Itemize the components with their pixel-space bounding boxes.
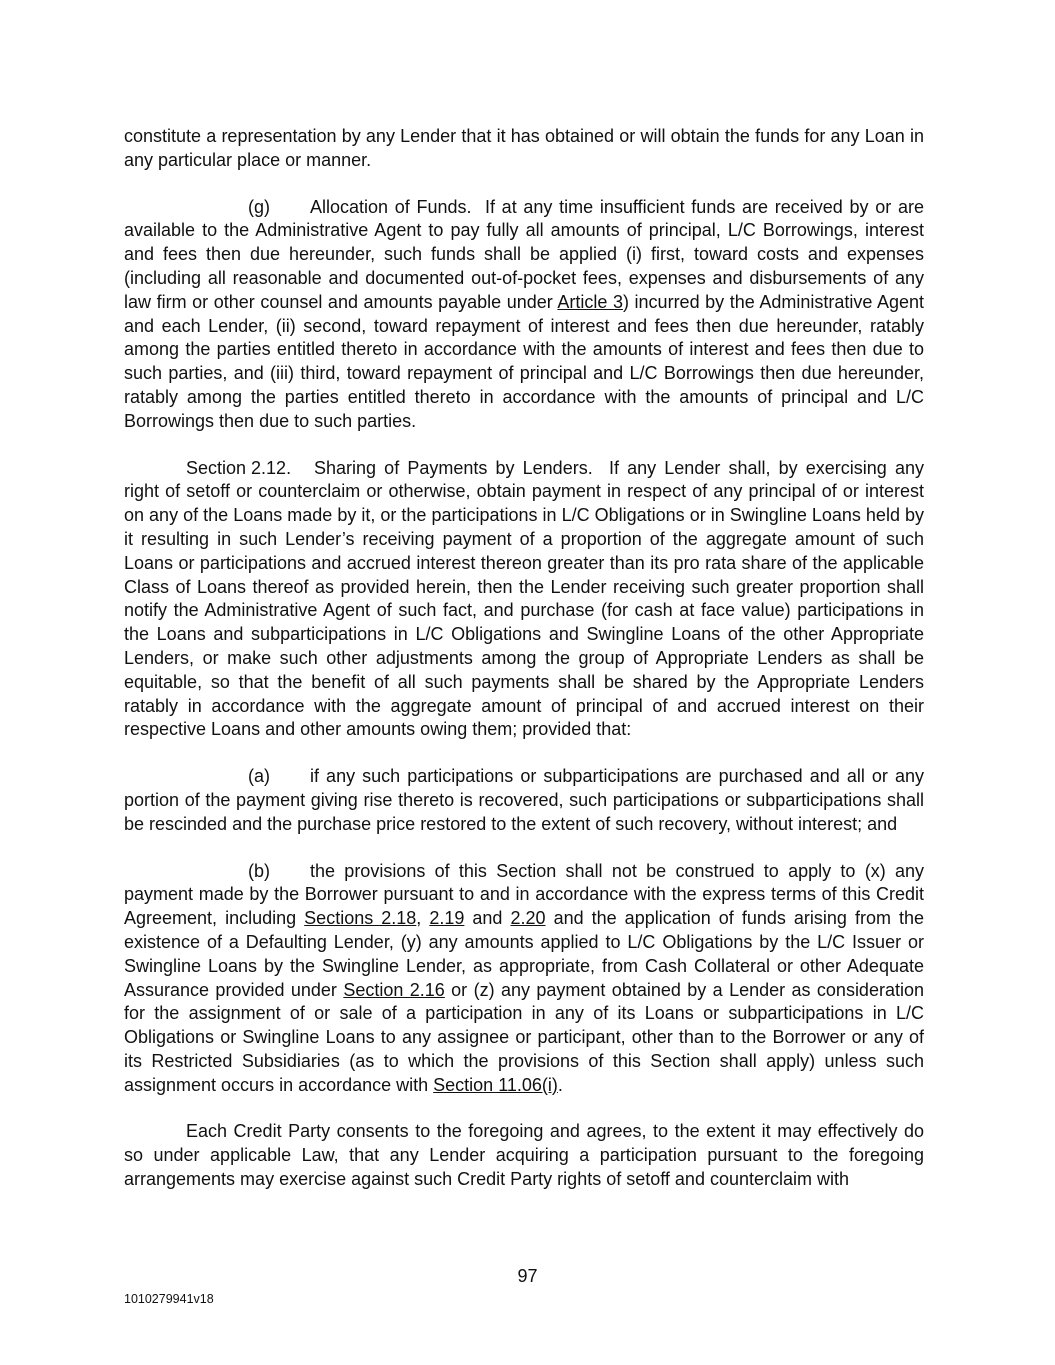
section-number: Section 2.12. (186, 457, 292, 478)
clause-b: (b) the provisions of this Section shall not be construed to apply to (x) any payment made by the Borrower pursuant to and in accordance with the express terms of this Credit Agreement, including Sections 2.18, 2.19 and 2.20 and the application of funds arising from the existence of a Defaulting Lender, (y) any amounts applied to L/C Obligations by the L/C Issuer or Swingline Loans by the Swingline Lender, as appropriate, from Cash Collateral or other Adequate Assurance provided under Section 2.16 or (z) any payment obtained by a Lender as consideration for the assignment of or sale of a participation in any of its Loans or subparticipations in L/C Obligations or Swingline Loans to any assignee or participant, other than to the Borrower or any of its Restricted Subsidiaries (as to which the provisions of this Section shall apply) unless such assignment occurs in accordance with Section 11.06(i). (124, 860, 924, 1095)
clause-label: (a) (248, 766, 270, 787)
section-heading: Sharing of Payments by Lenders. (314, 457, 593, 478)
sections-2-18-reference: Sections 2.18 (304, 908, 417, 929)
section-2-12: Section 2.12. Sharing of Payments by Lenders. If any Lender shall, by exercising any right of setoff or counterclaim or otherwise, obtain payment in respect of any principal of or interest on any of the Loans made by it, or the participations in L/C Obligations or in Swingline Loans held by it resulting in such Lender’s receiving payment of a proportion of the aggregate amount of such Loans or participations and accrued interest thereon greater than its pro rata share of the applicable Class of Loans thereof as provided herein, then the Lender receiving such greater proportion shall notify the Administrative Agent of such fact, and purchase (for cash at face value) participations in the Loans and subparticipations in L/C Obligations and Swingline Loans of the other Appropriate Lenders, or make such other adjustments among the group of Appropriate Lenders as shall be equitable, so that the benefit of all such payments shall be shared by the Appropriate Lenders ratably in accordance with the aggregate amount of principal of and accrued interest on their respective Loans and other amounts owing them; provided that: (124, 457, 924, 740)
clause-label: (g) (248, 196, 270, 217)
clause-label: (b) (248, 860, 270, 881)
paragraph-allocation-of-funds: (g) Allocation of Funds. If at any time insufficient funds are received by or are available to the Administrative Agent to pay fully all amounts of principal, L/C Borrowings, interest and fees then due hereunder, such funds shall be applied (i) first, toward costs and expenses (including all reasonable and documented out-of-pocket fees, expenses and disbursements of any law firm or other counsel and amounts payable under Article 3) incurred by the Administrative Agent and each Lender, (ii) second, toward repayment of interest and fees then due hereunder, ratably among the parties entitled thereto in accordance with the amounts of interest and fees then due to such parties, and (iii) third, toward repayment of principal and L/C Borrowings then due hereunder, ratably among the parties entitled thereto in accordance with the amounts of principal and L/C Borrowings then due to such parties. (124, 196, 924, 431)
article-3-reference: Article 3 (557, 291, 623, 312)
section-2-19-reference: 2.19 (429, 908, 465, 929)
paragraph-credit-party-consent: Each Credit Party consents to the foregoing and agrees, to the extent it may effectively do so under applicable Law, that any Lender acquiring a participation pursuant to the foregoing arrangements may exercise against such Credit Party rights of setoff and counterclaim with (124, 1121, 924, 1190)
section-2-20-reference: 2.20 (510, 908, 546, 929)
page-number: 97 (517, 1266, 538, 1286)
body-text (124, 125, 924, 1215)
clause-a: (a) if any such participations or subparticipations are purchased and all or any portion of the payment giving rise thereto is recovered, such participations or subparticipations shall be rescinded and the purchase price restored to the extent of such recovery, without interest; and (124, 766, 924, 834)
clause-heading: Allocation of Funds. (310, 196, 472, 217)
section-2-16-reference: Section 2.16 (343, 979, 445, 1000)
paragraph-continuation: constitute a representation by any Lender that it has obtained or will obtain the funds for any Loan in any particular place or manner. (124, 126, 924, 170)
document-id: 1010279941v18 (124, 1292, 214, 1306)
section-11-06-i-reference: Section 11.06(i) (433, 1074, 558, 1095)
